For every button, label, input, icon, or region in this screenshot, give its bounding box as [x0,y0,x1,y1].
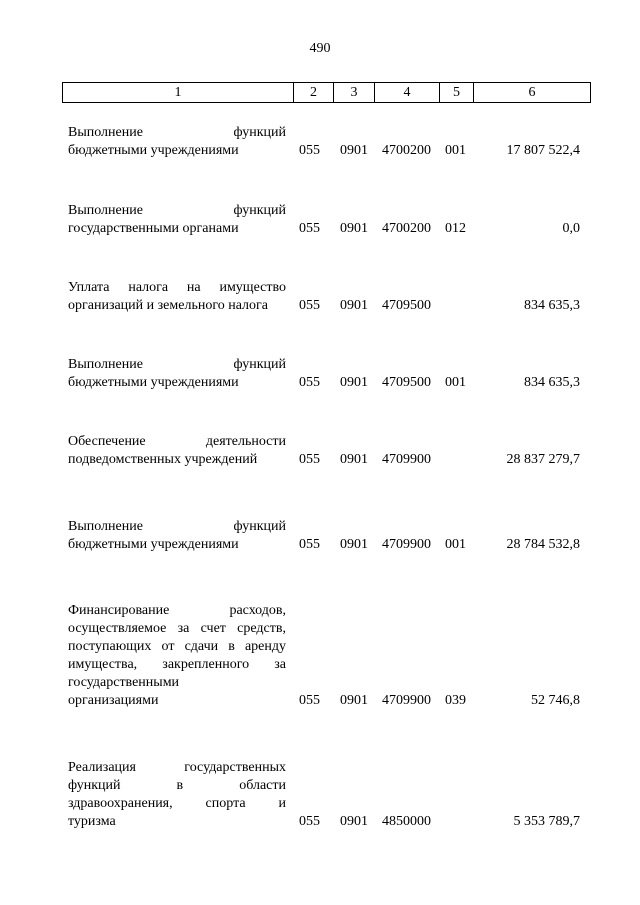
cell-c4: 4850000 [382,814,431,829]
cell-c3: 0901 [340,143,368,158]
row-description [68,602,286,710]
cell-c4: 4709900 [382,537,431,552]
description-line: Выполнение функций [68,519,286,534]
description-line: Выполнение функций [68,357,286,372]
column-header-1: 1 [63,83,294,103]
cell-c2: 055 [299,452,320,467]
column-header-5: 5 [440,83,474,103]
cell-c3: 0901 [340,221,368,236]
cell-c6: 834 635,3 [524,375,580,390]
cell-c3: 0901 [340,375,368,390]
column-header-6: 6 [474,83,591,103]
cell-c3: 0901 [340,814,368,829]
cell-c4: 4700200 [382,221,431,236]
cell-c6: 17 807 522,4 [506,143,580,158]
cell-c4: 4709500 [382,298,431,313]
description-line: Выполнение функций [68,203,286,218]
column-header-4: 4 [375,83,440,103]
description-line: бюджетными учреждениями [68,537,239,552]
description-line: Уплата налога на имущество [68,280,286,295]
column-header-3: 3 [334,83,375,103]
cell-c3: 0901 [340,537,368,552]
cell-c6: 52 746,8 [531,693,580,708]
cell-c4: 4709900 [382,693,431,708]
description-line: государственными [68,675,180,690]
cell-c5: 001 [445,143,466,158]
cell-c2: 055 [299,375,320,390]
cell-c3: 0901 [340,298,368,313]
page-number: 490 [309,41,331,56]
description-line: здравоохранения, спорта и [68,796,286,811]
cell-c3: 0901 [340,693,368,708]
description-line: организациями [68,693,159,708]
description-line: Финансирование расходов, [68,603,286,618]
row-description [68,759,286,831]
cell-c2: 055 [299,693,320,708]
cell-c6: 28 837 279,7 [506,452,580,467]
cell-c6: 28 784 532,8 [506,537,580,552]
cell-c5: 001 [445,537,466,552]
cell-c2: 055 [299,298,320,313]
cell-c2: 055 [299,537,320,552]
description-line: подведомственных учреждений [68,452,258,467]
column-header-row [63,83,591,103]
description-line: Реализация государственных [68,760,286,775]
cell-c2: 055 [299,814,320,829]
description-line: имущества, закрепленного за [68,657,286,672]
cell-c2: 055 [299,143,320,158]
description-line: осуществляемое за счет средств, [68,621,286,636]
description-line: Выполнение функций [68,125,286,140]
cell-c5: 012 [445,221,466,236]
row-description [68,518,286,554]
description-line: бюджетными учреждениями [68,143,239,158]
column-header-2: 2 [294,83,334,103]
row-description [68,202,286,238]
row-description [68,433,286,469]
description-line: государственными органами [68,221,239,236]
cell-c6: 0,0 [562,221,580,236]
description-line: функций в области [68,778,286,793]
description-line: организаций и земельного налога [68,298,268,313]
cell-c5: 039 [445,693,466,708]
cell-c4: 4709900 [382,452,431,467]
cell-c4: 4700200 [382,143,431,158]
description-line: поступающих от сдачи в аренду [68,639,286,654]
description-line: туризма [68,814,116,829]
row-description [68,124,286,160]
description-line: бюджетными учреждениями [68,375,239,390]
row-description [68,279,286,315]
description-line: Обеспечение деятельности [68,434,286,449]
cell-c3: 0901 [340,452,368,467]
column-header-table [62,82,591,103]
cell-c2: 055 [299,221,320,236]
row-description [68,356,286,392]
cell-c6: 5 353 789,7 [513,814,580,829]
cell-c6: 834 635,3 [524,298,580,313]
cell-c5: 001 [445,375,466,390]
cell-c4: 4709500 [382,375,431,390]
